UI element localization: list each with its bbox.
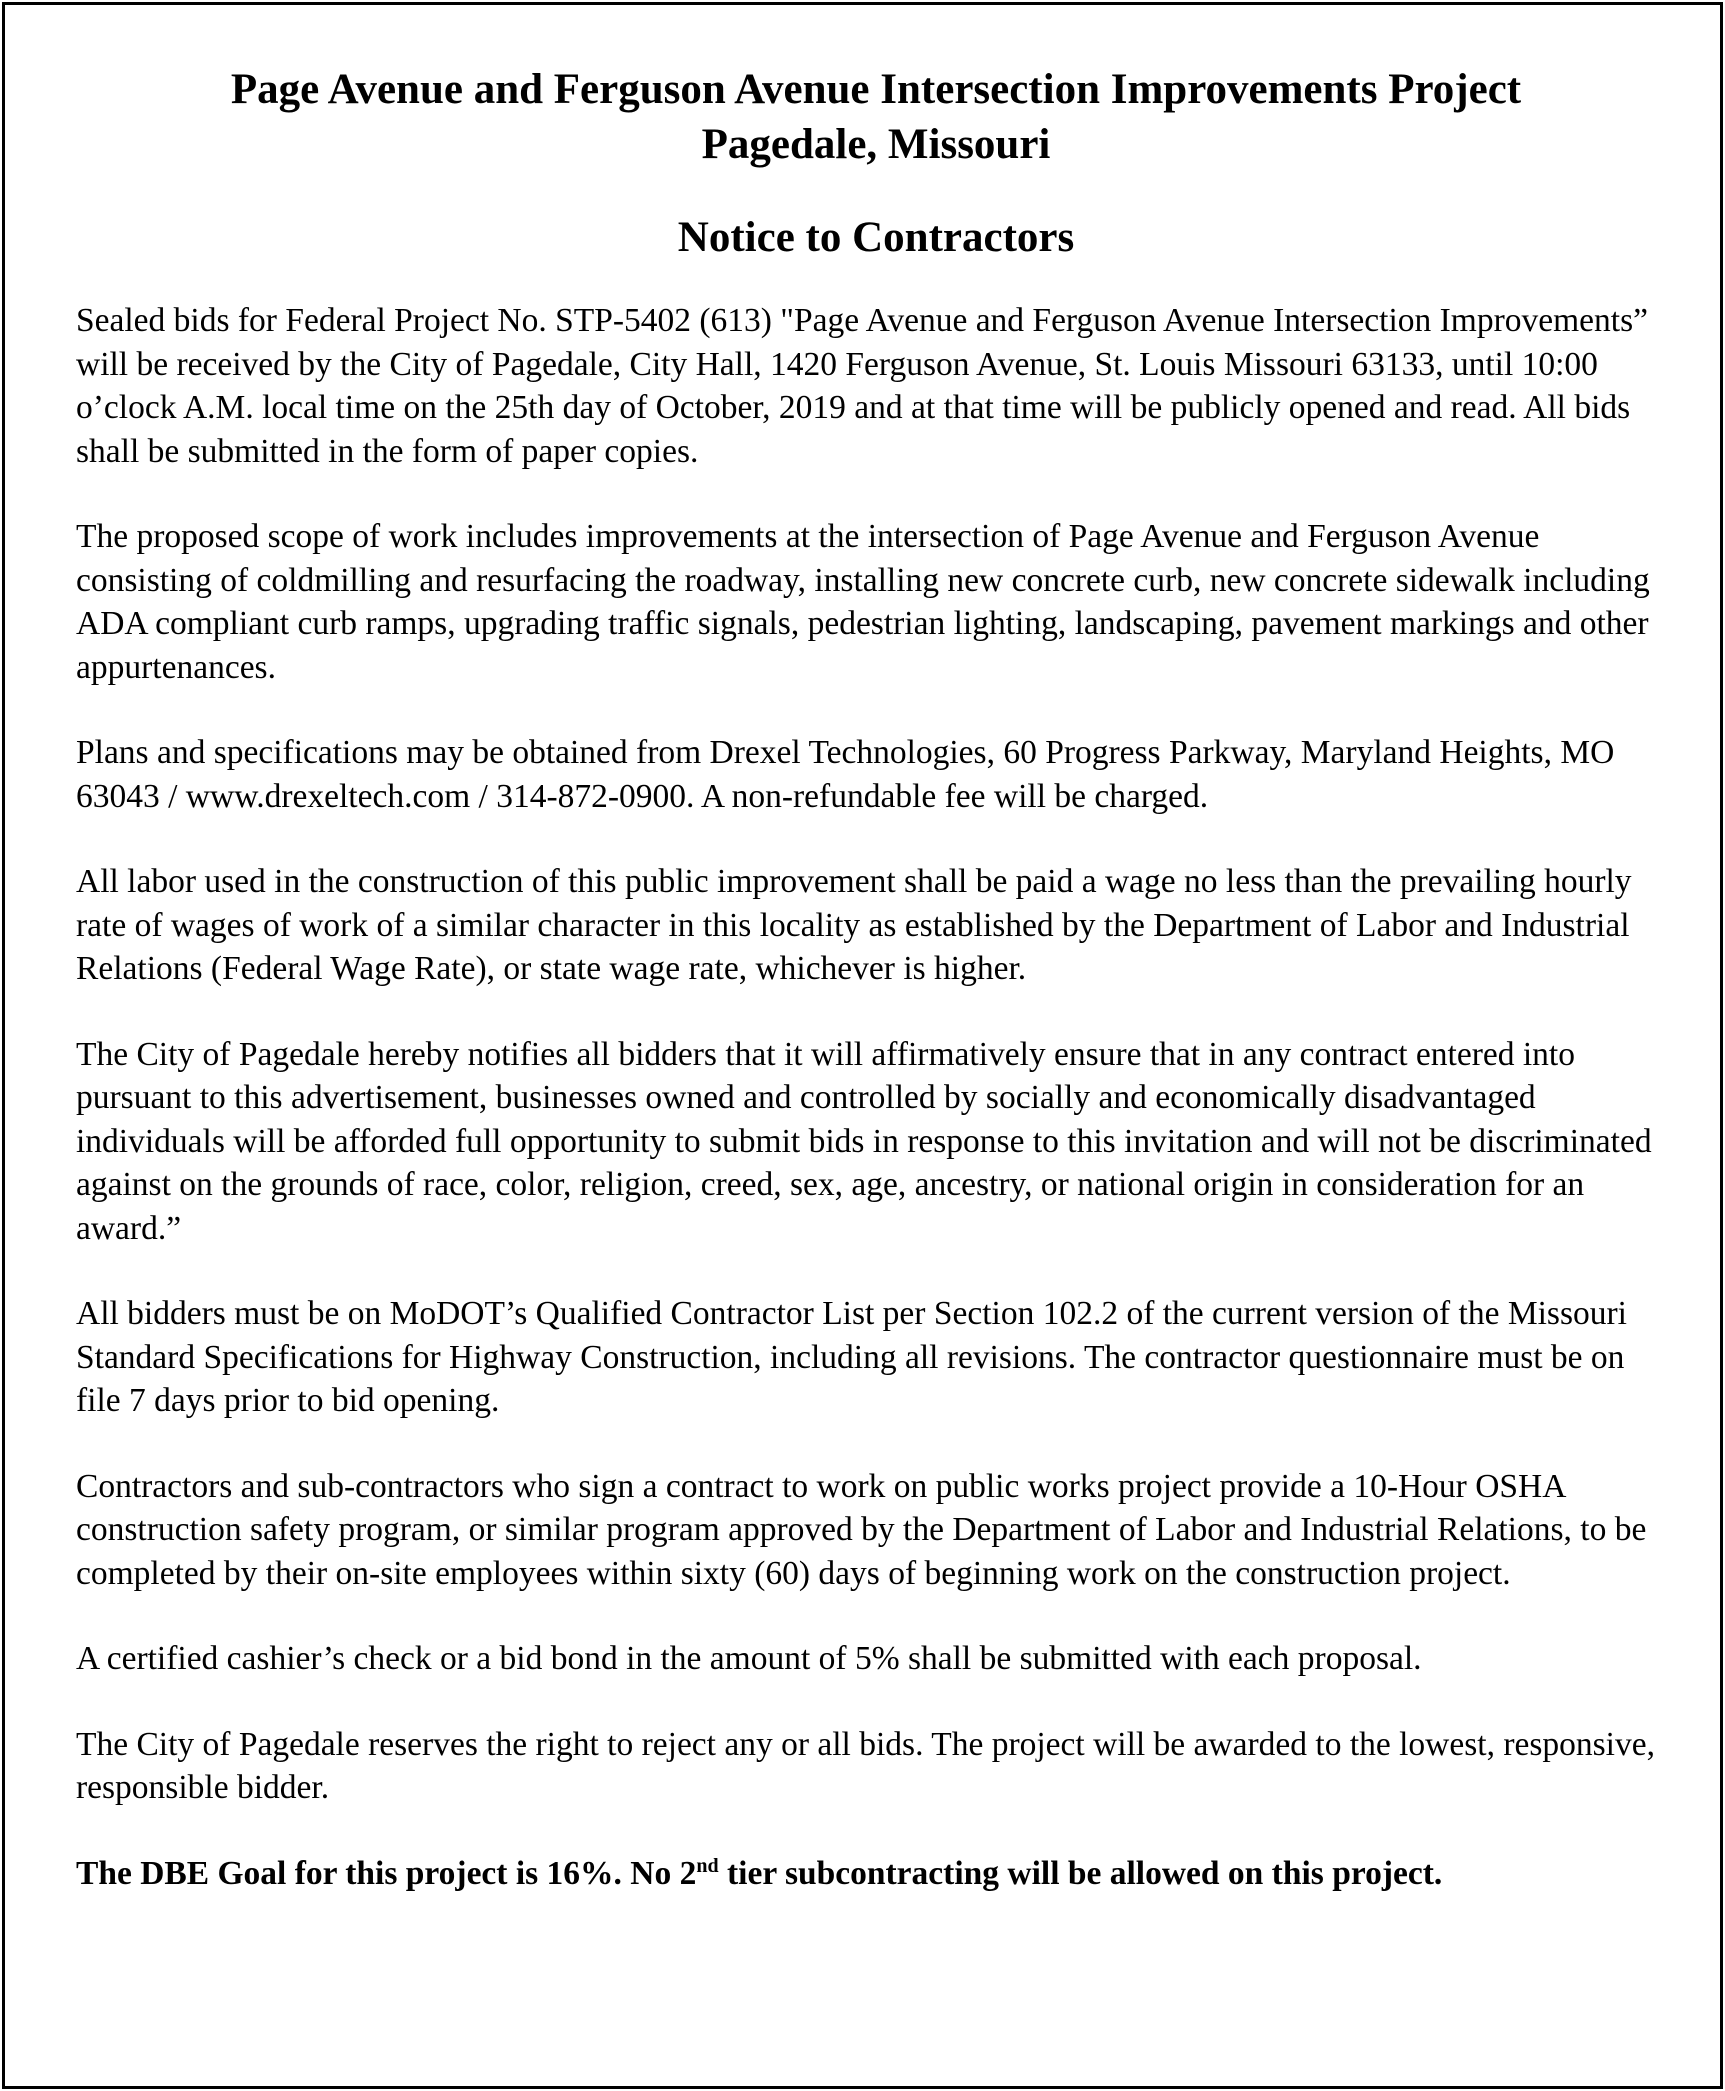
paragraph-sealed-bids: Sealed bids for Federal Project No. STP-5402 (613) "Page Avenue and Ferguson Avenue Intersection Improvements” will be received by the City of Pagedale, City Hall, 1420 Ferguson Avenue, St. Louis Missouri 63133, until 10:00 o’clock A.M. local time on the 25th day of October, 2019 and at that time will be publicly opened and read. All bids shall be submitted in the form of paper copies. [76,302,1648,470]
title-line-1: Page Avenue and Ferguson Avenue Intersection Improvements Project [230,66,1522,113]
paragraph-plans-specifications: Plans and specifications may be obtained from Drexel Technologies, 60 Progress Parkway, Maryland Heights, MO 63043 / www.drexeltech.com / 314-872-0900. A non-refundable fee will be charged. [76,734,1615,815]
title-line-2: Pagedale, Missouri [701,121,1051,168]
paragraph-bid-bond: A certified cashier’s check or a bid bond in the amount of 5% shall be submitted with each proposal. [76,1640,1422,1677]
document-subtitle: Notice to Contractors [677,214,1075,261]
ordinal-superscript: nd [696,1854,719,1877]
subcontracting-text: tier subcontracting will be allowed on this project. [718,1854,1443,1892]
paragraph-award: The City of Pagedale reserves the right to reject any or all bids. The project will be awarded to the lowest, responsive, responsible bidder. [76,1725,1655,1806]
dbe-goal-statement [76,1852,1676,1896]
dbe-goal-text: The DBE Goal for this project is 16%. No 2 [76,1854,697,1892]
paragraph-osha-safety: Contractors and sub-contractors who sign a contract to work on public works project provide a 10-Hour OSHA construction safety program, or similar program approved by the Department of Labor and Industrial Relations, to be completed by their on-site employees within sixty (60) days of beginning work on the construction project. [76,1467,1647,1592]
paragraph-labor-wages: All labor used in the construction of this public improvement shall be paid a wage no less than the prevailing hourly rate of wages of work of a similar character in this locality as established by the Department of Labor and Industrial Relations (Federal Wage Rate), or state wage rate, whichever is higher. [76,863,1632,987]
document-title [76,62,1676,172]
notice-document [76,62,1676,1929]
paragraph-nondiscrimination: The City of Pagedale hereby notifies all bidders that it will affirmatively ensure that in any contract entered into pursuant to this advertisement, businesses owned and controlled by socially and economically disadvantaged individuals will be afforded full opportunity to submit bids in response to this invitation and will not be discriminated against on the grounds of race, color, religion, creed, sex, age, ancestry, or national origin in consideration for an award.” [76,1035,1652,1247]
paragraph-scope-of-work: The proposed scope of work includes improvements at the intersection of Page Avenue and Ferguson Avenue consisting of coldmilling and resurfacing the roadway, installing new concrete curb, new concrete sidewalk including ADA compliant curb ramps, upgrading traffic signals, pedestrian lighting, landscaping, pavement markings and other appurtenances. [76,518,1650,686]
paragraph-modot-qualification: All bidders must be on MoDOT’s Qualified Contractor List per Section 102.2 of the current version of the Missouri Standard Specifications for Highway Construction, including all revisions. The contractor questionnaire must be on file 7 days prior to bid opening. [76,1295,1627,1419]
